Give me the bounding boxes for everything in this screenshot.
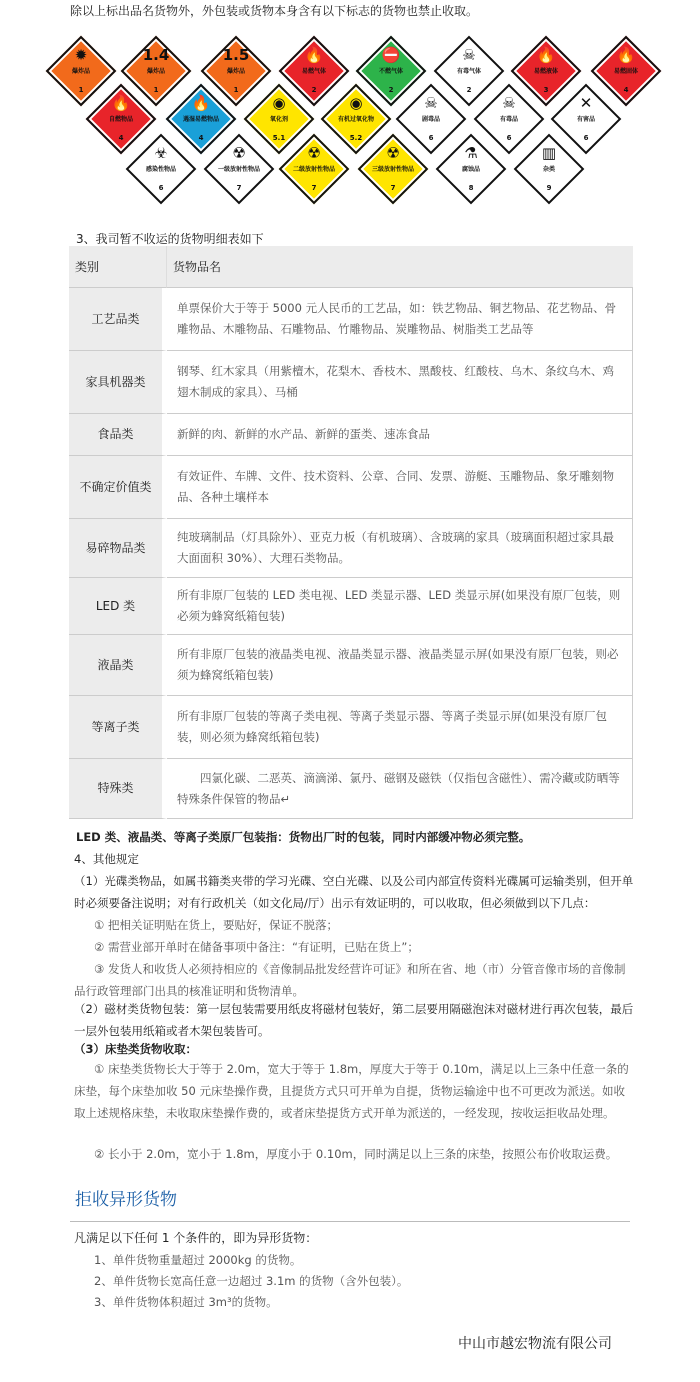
- package-note: LED 类、液晶类、等离子类原厂包装指：货物出厂时的包装，同时内部缓冲物必须完整。: [76, 830, 531, 844]
- table-row: [69, 759, 633, 819]
- rule-1a: ① 把相关证明贴在货上，要贴好，保证不脱落；: [94, 918, 338, 932]
- rule-3: （3）床垫类货物收取：: [74, 1042, 198, 1056]
- hazard-sign: [518, 138, 580, 200]
- hazard-label: 氧化剂: [269, 116, 288, 123]
- table-row: [69, 519, 633, 578]
- header-category: 类别: [69, 246, 167, 288]
- table-row: [69, 578, 633, 635]
- hazard-label: 有机过氧化物: [337, 116, 374, 123]
- hazard-symbol-icon: 1.4: [142, 46, 170, 64]
- row-goods: 钢琴、红木家具（用紫檀木，花梨木、香枝木、黑酸枝、红酸枝、乌木、条纹乌木、鸡翅木制成的家具）、马桶: [167, 351, 633, 414]
- hazard-sign: [595, 40, 657, 102]
- heading-divider: [70, 1221, 630, 1222]
- hazard-label: 遇湿易燃物品: [182, 116, 219, 123]
- header-goods: 货物品名: [167, 246, 633, 288]
- hazard-symbol-icon: ⚗: [464, 144, 478, 162]
- hazard-symbol-icon: ☢: [307, 144, 321, 162]
- section-3-title: 3、我司暂不收运的货物明细表如下: [76, 232, 264, 246]
- hazard-sign: [362, 138, 424, 200]
- table-row: [69, 456, 633, 519]
- hazard-symbol-icon: 🔥: [191, 94, 211, 112]
- hazard-sign: [208, 138, 270, 200]
- hazard-class: 6: [428, 134, 434, 142]
- hazard-class: 1: [78, 86, 84, 94]
- row-goods: 单票保价大于等于 5000 元人民币的工艺品，如：铁艺物品、铜艺物品、花艺物品、骨雕物品、木雕物品、石雕物品、竹雕物品、炭雕物品、树脂类工艺品等: [167, 288, 633, 351]
- hazard-label: 易燃固体: [613, 68, 638, 75]
- rule-1c: ③ 发货人和收货人必须持相应的《音像制品批发经营许可证》和所在省、地（市）分管音像市场的音像制品行政管理部门出具的核准证明和货物清单。: [74, 962, 626, 998]
- hazard-symbol-icon: ▥: [541, 144, 557, 162]
- hazard-symbol-icon: ☣: [154, 144, 168, 162]
- hazard-label: 有毒品: [499, 116, 518, 123]
- condition-item: 3、单件货物体积超过 3m³的货物。: [94, 1295, 278, 1309]
- hazard-symbol-icon: ☢: [232, 144, 246, 162]
- table-row: [69, 635, 633, 696]
- hazard-symbol-icon: ⛔: [381, 46, 401, 64]
- row-goods: 所有非原厂包装的液晶类电视、液晶类显示器、液晶类显示屏(如果没有原厂包装，则必须为蜂窝纸箱包装): [167, 635, 633, 696]
- hazard-class: 2: [388, 86, 394, 94]
- hazard-class: 7: [236, 184, 242, 192]
- hazard-class: 7: [390, 184, 396, 192]
- hazard-class: 2: [466, 86, 472, 94]
- hazard-label: 有毒气体: [456, 68, 481, 75]
- row-goods: 新鲜的肉、新鲜的水产品、新鲜的蛋类、速冻食品: [167, 414, 633, 456]
- rule-1: （1）光碟类物品，如属书籍类夹带的学习光碟、空白光碟、以及公司内部宣传资料光碟属可运输类别，但开单时必须要备注说明；对有行政机关（如文化局/厅）出示有效证明的，可以收取，但必须做到以下几点：: [74, 874, 634, 910]
- row-category: 等离子类: [69, 696, 167, 759]
- hazard-symbol-icon: 🔥: [536, 46, 556, 64]
- hazard-symbol-icon: ◉: [272, 94, 286, 112]
- hazard-symbol-icon: ☢: [386, 144, 400, 162]
- hazard-label: 易燃气体: [301, 68, 326, 75]
- hazard-class: 6: [583, 134, 589, 142]
- prohibited-goods-table: [69, 246, 633, 819]
- hazard-label: 一级放射性物品: [217, 166, 260, 173]
- row-category: 特殊类: [69, 759, 167, 819]
- table-row: [69, 288, 633, 351]
- hazard-class: 3: [543, 86, 549, 94]
- hazard-sign: [130, 138, 192, 200]
- hazard-symbol-icon: ✕: [579, 94, 593, 112]
- hazard-class: 5.1: [272, 134, 286, 142]
- row-category: 不确定价值类: [69, 456, 167, 519]
- rule-1b: ② 需营业部开单时在储备事项中备注：“有证明，已贴在货上”；: [94, 940, 419, 954]
- hazard-class: 4: [623, 86, 629, 94]
- row-category: LED 类: [69, 578, 167, 635]
- intro-text: 除以上标出品名货物外，外包装或货物本身含有以下标志的货物也禁止收取。: [70, 4, 479, 18]
- hazard-symbol-icon: ☠: [502, 94, 516, 112]
- hazard-label: 杂类: [542, 166, 555, 173]
- hazard-class: 2: [311, 86, 317, 94]
- hazard-symbol-icon: ◉: [349, 94, 363, 112]
- hazard-class: 1: [233, 86, 239, 94]
- hazard-symbol-icon: 1.5: [222, 46, 250, 64]
- irregular-goods-heading: 拒收异形货物: [75, 1190, 177, 1210]
- row-goods: 四氯化碳、二恶英、滴滴涕、氯丹、磁钢及磁铁（仅指包含磁性）、需冷藏或防晒等特殊条件保管的物品↵: [167, 759, 633, 819]
- company-name: 中山市越宏物流有限公司: [458, 1336, 612, 1352]
- hazard-label: 三级放射性物品: [371, 166, 414, 173]
- hazard-class: 5.2: [349, 134, 363, 142]
- hazard-symbol-icon: ✹: [74, 46, 88, 64]
- row-goods: 有效证件、车牌、文件、技术资料、公章、合同、发票、游艇、玉雕物品、象牙雕刻物品、各种土壤样本: [167, 456, 633, 519]
- table-header-row: [69, 246, 633, 288]
- hazard-label: 爆炸品: [226, 68, 245, 75]
- hazard-label: 易燃液体: [533, 68, 558, 75]
- hazard-label: 自燃物品: [108, 116, 133, 123]
- condition-item: 1、单件货物重量超过 2000kg 的货物。: [94, 1253, 302, 1267]
- hazard-class: 6: [158, 184, 164, 192]
- row-category: 食品类: [69, 414, 167, 456]
- row-goods: 所有非原厂包装的等离子类电视、等离子类显示器、等离子类显示屏(如果没有原厂包装，则必须为蜂窝纸箱包装): [167, 696, 633, 759]
- hazard-class: 6: [506, 134, 512, 142]
- rule-3a: ① 床垫类货物长大于等于 2.0m，宽大于等于 1.8m，厚度大于等于 0.10m，满足以上三条中任意一条的床垫，每个床垫加收 50 元床垫操作费，且提货方式只可开单为自提，货物运输途中也不可更改为派送。如收取上述规格床垫，未收取床垫操作费的，或者床垫提货方式开单为派送的，一经发现，按收运拒收品处理。: [74, 1062, 629, 1120]
- hazard-label: 爆炸品: [146, 68, 165, 75]
- hazard-symbol-icon: 🔥: [111, 94, 131, 112]
- hazard-symbol-icon: 🔥: [304, 46, 324, 64]
- hazard-label: 剧毒品: [421, 116, 440, 123]
- table-row: [69, 696, 633, 759]
- hazard-class: 9: [546, 184, 552, 192]
- hazard-class: 7: [311, 184, 317, 192]
- hazard-symbol-icon: 🔥: [616, 46, 636, 64]
- hazard-sign: [283, 138, 345, 200]
- hazard-label: 爆炸品: [71, 68, 90, 75]
- rule-2: （2）磁材类货物包装：第一层包装需要用纸皮将磁材包装好，第二层要用隔磁泡沫对磁材进行再次包装，最后一层外包装用纸箱或者木架包装皆可。: [74, 1002, 634, 1038]
- hazard-symbol-icon: ☠: [462, 46, 476, 64]
- irregular-goods-condition: 凡满足以下任何 1 个条件的，即为异形货物：: [74, 1231, 318, 1245]
- condition-item: 2、单件货物长宽高任意一边超过 3.1m 的货物（含外包装）。: [94, 1274, 409, 1288]
- row-category: 液晶类: [69, 635, 167, 696]
- hazard-class: 1: [153, 86, 159, 94]
- hazard-label: 有害品: [576, 116, 595, 123]
- row-goods: 所有非原厂包装的 LED 类电视、LED 类显示器、LED 类显示屏(如果没有原厂包装，则必须为蜂窝纸箱包装): [167, 578, 633, 635]
- table-row: [69, 351, 633, 414]
- hazard-label: 二级放射性物品: [292, 166, 335, 173]
- hazard-sign: [440, 138, 502, 200]
- hazard-symbol-icon: ☠: [424, 94, 438, 112]
- table-row: [69, 414, 633, 456]
- hazard-label: 腐蚀品: [461, 166, 480, 173]
- hazard-class: 8: [468, 184, 474, 192]
- row-goods: 纯玻璃制品（灯具除外）、亚克力板（有机玻璃）、含玻璃的家具（玻璃面积超过家具最大面面积 30%）、大理石类物品。: [167, 519, 633, 578]
- hazard-label: 不燃气体: [378, 68, 403, 75]
- rule-3b: ② 长小于 2.0m，宽小于 1.8m，厚度小于 0.10m，同时满足以上三条的床垫，按照公布价收取运费。: [94, 1147, 618, 1161]
- section-4-title: 4、其他规定: [74, 852, 139, 866]
- row-category: 工艺品类: [69, 288, 167, 351]
- hazard-class: 4: [198, 134, 204, 142]
- hazard-class: 4: [118, 134, 124, 142]
- hazard-label: 感染性物品: [145, 166, 176, 173]
- row-category: 易碎物品类: [69, 519, 167, 578]
- row-category: 家具机器类: [69, 351, 167, 414]
